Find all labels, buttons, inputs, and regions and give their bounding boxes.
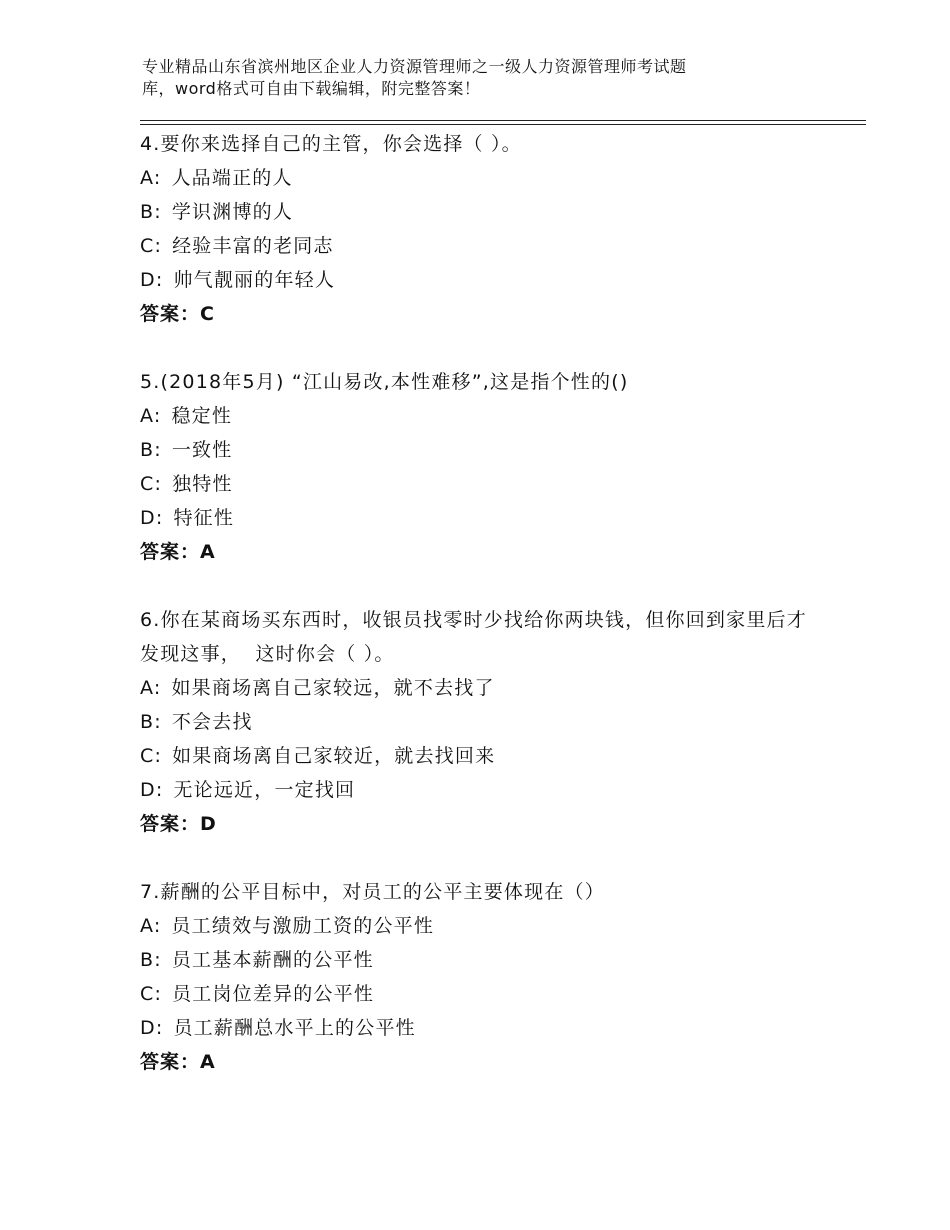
answer-label: 答案：C [140, 303, 215, 325]
option-key: B: [140, 711, 162, 733]
option-b [140, 433, 820, 467]
option-text: 员工绩效与激励工资的公平性 [171, 915, 435, 937]
option-text: 如果商场离自己家较近，就去找回来 [172, 745, 496, 767]
header-divider-bottom [140, 124, 866, 125]
question-title: 5.(2018年5月) “江山易改,本性难移”,这是指个性的() [140, 371, 629, 393]
option-key: B: [140, 949, 162, 971]
option-text: 无论远近，一定找回 [173, 779, 356, 801]
question-4 [140, 127, 820, 331]
header-line-1: 专业精品山东省滨州地区企业人力资源管理师之一级人力资源管理师考试题 [142, 57, 687, 76]
option-d [140, 501, 820, 535]
option-key: C: [140, 983, 163, 1005]
option-a [140, 909, 820, 943]
option-text: 独特性 [172, 473, 233, 495]
option-c [140, 229, 820, 263]
option-key: A: [140, 167, 162, 189]
page-header [142, 56, 782, 100]
option-key: D: [140, 1017, 164, 1039]
option-text: 员工薪酬总水平上的公平性 [173, 1017, 416, 1039]
option-key: C: [140, 235, 163, 257]
option-key: B: [140, 439, 162, 461]
answer-label: 答案：A [140, 1051, 216, 1073]
question-6 [140, 603, 820, 841]
option-a [140, 671, 820, 705]
option-d [140, 773, 820, 807]
option-key: A: [140, 677, 162, 699]
option-text: 员工岗位差异的公平性 [172, 983, 375, 1005]
option-c [140, 977, 820, 1011]
option-b [140, 705, 820, 739]
option-text: 特征性 [173, 507, 235, 529]
option-c [140, 739, 820, 773]
option-text: 帅气靓丽的年轻人 [173, 269, 336, 291]
option-d [140, 263, 820, 297]
question-title: 6.你在某商场买东西时，收银员找零时少找给你两块钱，但你回到家里后才发现这事， 这时你会（ ）。 [140, 609, 807, 665]
option-text: 人品端正的人 [171, 167, 293, 189]
question-title: 4.要你来选择自己的主管，你会选择（ ）。 [140, 133, 522, 155]
question-5 [140, 365, 820, 569]
option-text: 经验丰富的老同志 [172, 235, 334, 257]
option-b [140, 195, 820, 229]
option-key: D: [140, 779, 164, 801]
option-text: 不会去找 [171, 711, 253, 733]
option-d [140, 1011, 820, 1045]
option-text: 稳定性 [171, 405, 233, 427]
option-b [140, 943, 820, 977]
header-divider-top [140, 120, 866, 121]
question-7 [140, 875, 820, 1079]
option-text: 员工基本薪酬的公平性 [171, 949, 374, 971]
option-key: B: [140, 201, 162, 223]
question-list [140, 127, 820, 1113]
header-line-2: 库，word格式可自由下载编辑，附完整答案！ [142, 79, 481, 98]
answer-label: 答案：D [140, 813, 217, 835]
option-a [140, 161, 820, 195]
option-key: C: [140, 473, 163, 495]
option-text: 学识渊博的人 [171, 201, 294, 223]
option-a [140, 399, 820, 433]
option-key: D: [140, 507, 164, 529]
option-key: C: [140, 745, 163, 767]
option-key: D: [140, 269, 164, 291]
option-text: 一致性 [171, 439, 233, 461]
answer-label: 答案：A [140, 541, 216, 563]
option-c [140, 467, 820, 501]
option-key: A: [140, 915, 162, 937]
question-title: 7.薪酬的公平目标中，对员工的公平主要体现在（） [140, 881, 605, 903]
option-text: 如果商场离自己家较远，就不去找了 [171, 677, 495, 699]
option-key: A: [140, 405, 162, 427]
